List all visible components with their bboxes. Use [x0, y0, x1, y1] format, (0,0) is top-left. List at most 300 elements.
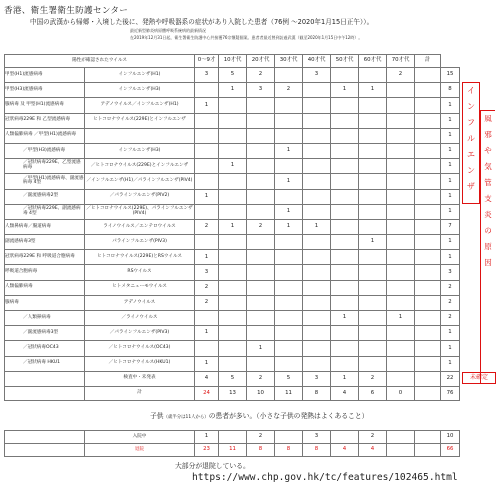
- count-cell: [359, 341, 387, 356]
- count-cell: [275, 341, 303, 356]
- count-cell: [387, 143, 415, 158]
- count-cell: 2: [195, 219, 219, 234]
- count-cell: [275, 265, 303, 280]
- count-cell: [415, 113, 441, 128]
- total-cell: 76: [441, 386, 460, 400]
- count-cell: [331, 356, 359, 371]
- count-cell: [219, 311, 247, 326]
- vertical-char: フ: [467, 118, 475, 127]
- count-cell: 1: [441, 143, 460, 158]
- count-cell: [331, 143, 359, 158]
- count-cell: [359, 311, 387, 326]
- virus-name-zh: ／冠狀病毒OC43: [5, 341, 85, 356]
- count-cell: [303, 311, 331, 326]
- count-cell: 1: [195, 326, 219, 341]
- count-cell: [359, 98, 387, 113]
- count-cell: [387, 265, 415, 280]
- count-cell: [247, 189, 275, 204]
- virus-name-zh: 冠狀病毒229E 和 呼吸道合胞病毒: [5, 250, 85, 265]
- count-cell: [415, 174, 441, 189]
- children-note-rest: の患者が多い。（小さな子供の発熱はよくあること）: [208, 412, 369, 420]
- header-cell: 0～9才: [195, 55, 219, 68]
- count-cell: [415, 159, 441, 174]
- page-subtitle: 中国の武漢から帰郷・入境した後に、発熱や呼吸器系の症状があり入院した患者（76例 ～2020年1月15日正午））。: [30, 18, 374, 26]
- status-count: [387, 431, 415, 444]
- virus-name-zh: ／副流感病毒3型: [5, 326, 85, 341]
- vertical-char: ザ: [467, 182, 475, 191]
- status-row: [5, 444, 460, 457]
- count-cell: 1: [195, 189, 219, 204]
- count-cell: 1: [441, 174, 460, 189]
- virus-name-zh: ／冠狀病毒229E、乙型流感病毒: [5, 159, 85, 174]
- count-cell: [331, 98, 359, 113]
- virus-name-ja: アデノウイルス: [85, 295, 195, 310]
- count-cell: [303, 113, 331, 128]
- count-cell: 2: [441, 280, 460, 295]
- virus-name-ja: ヒトコロナウイルス(229E)とRSウイルス: [85, 250, 195, 265]
- count-cell: [359, 159, 387, 174]
- table-row: [5, 113, 460, 128]
- count-cell: [219, 143, 247, 158]
- count-cell: [275, 356, 303, 371]
- vertical-char: 原: [484, 242, 492, 251]
- table-row: [5, 98, 460, 113]
- virus-name-ja: ／ヒトコロナウイルス(229E)とインフルエンザ: [85, 159, 195, 174]
- count-cell: 1: [441, 356, 460, 371]
- count-cell: 22: [441, 371, 460, 386]
- source-note-1: 最近新型肺炎病原體呼吸系統病的最新情况: [130, 28, 206, 33]
- vertical-char: 気: [484, 162, 492, 171]
- count-cell: 1: [441, 189, 460, 204]
- count-cell: [387, 98, 415, 113]
- table-row: [5, 204, 460, 219]
- children-note-small: （歳半分は11人から）: [163, 415, 209, 420]
- table-row: [5, 280, 460, 295]
- total-cell: 11: [275, 386, 303, 400]
- count-cell: [303, 128, 331, 143]
- count-cell: [303, 189, 331, 204]
- virus-name-zh: ／冠狀病毒 HKU1: [5, 356, 85, 371]
- count-cell: [331, 174, 359, 189]
- virus-name-ja: インフルエンザ(H3): [85, 143, 195, 158]
- count-cell: 2: [247, 371, 275, 386]
- virus-name-zh: 副流感病毒3型: [5, 235, 85, 250]
- virus-name-zh: ／冠狀病毒229E、副流感病毒 4型: [5, 204, 85, 219]
- count-cell: [415, 250, 441, 265]
- count-cell: 2: [195, 280, 219, 295]
- count-cell: [275, 159, 303, 174]
- table-row: [5, 68, 460, 83]
- count-cell: [247, 250, 275, 265]
- count-cell: [219, 356, 247, 371]
- table-row: [5, 265, 460, 280]
- count-cell: [331, 159, 359, 174]
- count-cell: [331, 280, 359, 295]
- status-count: 8: [275, 444, 303, 457]
- count-cell: [247, 98, 275, 113]
- count-cell: [387, 295, 415, 310]
- status-spacer: [5, 444, 85, 457]
- header-cell: 計: [415, 55, 441, 68]
- count-cell: 2: [387, 68, 415, 83]
- count-cell: 1: [441, 341, 460, 356]
- count-cell: [303, 280, 331, 295]
- count-cell: [387, 235, 415, 250]
- virus-name-zh: ／甲型(H1)流感病毒、副流感病毒 4型: [5, 174, 85, 189]
- count-cell: [387, 371, 415, 386]
- count-cell: 5: [219, 68, 247, 83]
- count-cell: [303, 98, 331, 113]
- status-count: [219, 431, 247, 444]
- virus-name-ja: ／インフルエンザ(H1)／パラインフルエンザ(PIV4): [85, 174, 195, 189]
- count-cell: [359, 113, 387, 128]
- count-cell: 2: [441, 295, 460, 310]
- header-cell: 50才代: [331, 55, 359, 68]
- count-cell: 2: [275, 83, 303, 98]
- status-label: 退院: [85, 444, 195, 457]
- count-cell: [219, 341, 247, 356]
- header-cell: 陽性が確認されたウイルス: [5, 55, 195, 68]
- vertical-char: 炎: [484, 210, 492, 219]
- count-cell: [387, 128, 415, 143]
- source-note-2: 在2019年12月31日起，衛生署衛生防護中心共接獲76宗懷疑個案。患者者最近曾到訪過武漢（截至2020年1月15日中午12時）。: [130, 35, 363, 40]
- total-cell: 4: [331, 386, 359, 400]
- status-count: [387, 444, 415, 457]
- count-cell: [387, 219, 415, 234]
- count-cell: 1: [441, 204, 460, 219]
- count-cell: [359, 68, 387, 83]
- status-count: 11: [219, 444, 247, 457]
- count-cell: [359, 174, 387, 189]
- virus-name-ja: RSウイルス: [85, 265, 195, 280]
- virus-name-zh: ／副流感病毒2型: [5, 189, 85, 204]
- count-cell: [387, 189, 415, 204]
- count-cell: [331, 235, 359, 250]
- table-row: [5, 128, 460, 143]
- count-cell: [331, 219, 359, 234]
- count-cell: 1: [219, 83, 247, 98]
- count-cell: [275, 113, 303, 128]
- vertical-char: ル: [467, 134, 475, 143]
- count-cell: 1: [195, 98, 219, 113]
- count-cell: [247, 113, 275, 128]
- count-cell: [415, 98, 441, 113]
- header-cell: 30才代: [275, 55, 303, 68]
- count-cell: 3: [303, 371, 331, 386]
- count-cell: [219, 295, 247, 310]
- virus-name-zh: 甲型(H3)流感病毒: [5, 83, 85, 98]
- table-row: [5, 341, 460, 356]
- virus-name-zh: 人類偏肺病毒: [5, 280, 85, 295]
- table-row: [5, 356, 460, 371]
- count-cell: [195, 341, 219, 356]
- count-cell: [275, 98, 303, 113]
- count-cell: [303, 83, 331, 98]
- count-cell: 1: [331, 371, 359, 386]
- count-cell: [331, 341, 359, 356]
- total-cell: 8: [303, 386, 331, 400]
- vertical-char: ン: [467, 102, 475, 111]
- table-row: [5, 143, 460, 158]
- status-count: 2: [247, 431, 275, 444]
- virus-name-ja: ／パラインフルエンザ(PIV3): [85, 326, 195, 341]
- virus-name-zh: 腺病毒 及 甲型(H1)流感病毒: [5, 98, 85, 113]
- virus-name-ja: アデノウイルス／インフルエンザ(H1): [85, 98, 195, 113]
- count-cell: [219, 189, 247, 204]
- count-cell: [275, 250, 303, 265]
- virus-name-ja: ／ヒトコロナウイルス(HKU1): [85, 356, 195, 371]
- count-cell: 1: [441, 159, 460, 174]
- header-cell: 70才代: [387, 55, 415, 68]
- count-cell: [415, 68, 441, 83]
- count-cell: [303, 143, 331, 158]
- virus-name-ja: ／ライノウイルス: [85, 311, 195, 326]
- count-cell: [303, 356, 331, 371]
- count-cell: 2: [195, 295, 219, 310]
- count-cell: [275, 189, 303, 204]
- count-cell: [331, 204, 359, 219]
- status-spacer: [5, 431, 85, 444]
- count-cell: [219, 326, 247, 341]
- count-cell: [275, 68, 303, 83]
- count-cell: [195, 174, 219, 189]
- status-count: 1: [195, 431, 219, 444]
- status-row: [5, 431, 460, 444]
- count-cell: [415, 371, 441, 386]
- count-cell: 1: [331, 311, 359, 326]
- count-cell: 1: [275, 219, 303, 234]
- count-cell: [415, 341, 441, 356]
- count-cell: [359, 250, 387, 265]
- vertical-char: 邪: [484, 130, 492, 139]
- count-cell: [415, 143, 441, 158]
- status-count: 2: [359, 431, 387, 444]
- count-cell: [359, 265, 387, 280]
- count-cell: [275, 311, 303, 326]
- count-cell: [415, 235, 441, 250]
- count-cell: 1: [359, 83, 387, 98]
- count-cell: [219, 280, 247, 295]
- count-cell: 7: [441, 219, 460, 234]
- count-cell: [303, 326, 331, 341]
- count-cell: [359, 295, 387, 310]
- discharged-note: 大部分が退院している。: [175, 462, 250, 470]
- virus-name-zh: [5, 371, 85, 386]
- count-cell: 1: [219, 159, 247, 174]
- count-cell: [247, 356, 275, 371]
- source-url[interactable]: https://www.chp.gov.hk/tc/features/102465.html: [192, 472, 458, 483]
- count-cell: 8: [441, 83, 460, 98]
- status-count: 8: [247, 444, 275, 457]
- count-cell: [303, 174, 331, 189]
- count-cell: 1: [275, 174, 303, 189]
- count-cell: 1: [441, 113, 460, 128]
- vertical-char: 風: [484, 114, 492, 123]
- status-count: 3: [303, 431, 331, 444]
- count-cell: [247, 128, 275, 143]
- virus-name-ja: ／パラインフルエンザ(PIV2): [85, 189, 195, 204]
- count-cell: 3: [247, 83, 275, 98]
- status-count: 23: [195, 444, 219, 457]
- total-row: [5, 386, 460, 400]
- virus-name-ja: ヒトメタニューモウイルス: [85, 280, 195, 295]
- count-cell: [415, 128, 441, 143]
- header-cell: 60才代: [359, 55, 387, 68]
- table-row: [5, 174, 460, 189]
- count-cell: [303, 204, 331, 219]
- count-cell: [195, 113, 219, 128]
- count-cell: [359, 326, 387, 341]
- virus-name-zh: 人類偏肺病毒 ／甲型(H1)流感病毒: [5, 128, 85, 143]
- status-count: [415, 431, 441, 444]
- count-cell: [275, 280, 303, 295]
- count-cell: [219, 265, 247, 280]
- virus-name-zh: 呼吸道合胞病毒: [5, 265, 85, 280]
- status-count: [415, 444, 441, 457]
- count-cell: [387, 159, 415, 174]
- vertical-char: エ: [467, 150, 475, 159]
- count-cell: 1: [195, 356, 219, 371]
- header-cell: 10才代: [219, 55, 247, 68]
- virus-name-zh: 腺病毒: [5, 295, 85, 310]
- total-cell: 6: [359, 386, 387, 400]
- vertical-char: 因: [484, 258, 492, 267]
- count-cell: [331, 68, 359, 83]
- children-note-main: 子供: [150, 412, 164, 420]
- count-cell: [415, 265, 441, 280]
- vertical-char: や: [484, 146, 492, 155]
- count-cell: [247, 311, 275, 326]
- count-cell: [247, 280, 275, 295]
- vertical-char: の: [484, 226, 492, 235]
- count-cell: 2: [247, 219, 275, 234]
- count-cell: [387, 174, 415, 189]
- virus-name-zh: ／甲型(H3)流感病毒: [5, 143, 85, 158]
- vertical-char: 管: [484, 178, 492, 187]
- count-cell: [415, 295, 441, 310]
- count-cell: 1: [441, 128, 460, 143]
- table-row: [5, 371, 460, 386]
- table-row: [5, 159, 460, 174]
- total-cell: 13: [219, 386, 247, 400]
- count-cell: [219, 204, 247, 219]
- count-cell: 1: [331, 83, 359, 98]
- count-cell: [219, 113, 247, 128]
- unconfirmed-label: 未確定: [462, 372, 496, 384]
- vertical-char: ン: [467, 166, 475, 175]
- count-cell: [387, 341, 415, 356]
- count-cell: [331, 189, 359, 204]
- virus-table: [4, 54, 460, 401]
- count-cell: [415, 311, 441, 326]
- total-label: 計: [85, 386, 195, 400]
- virus-name-ja: 検査中・未発表: [85, 371, 195, 386]
- count-cell: [387, 326, 415, 341]
- table-row: [5, 326, 460, 341]
- table-row: [5, 219, 460, 234]
- total-spacer: [5, 386, 85, 400]
- count-cell: 1: [275, 143, 303, 158]
- count-cell: [331, 295, 359, 310]
- count-cell: [275, 295, 303, 310]
- virus-name-zh: ／人類鼻病毒: [5, 311, 85, 326]
- count-cell: 2: [247, 68, 275, 83]
- count-cell: [219, 128, 247, 143]
- count-cell: [415, 219, 441, 234]
- count-cell: [247, 174, 275, 189]
- count-cell: 5: [275, 371, 303, 386]
- count-cell: [331, 128, 359, 143]
- count-cell: [195, 143, 219, 158]
- count-cell: 3: [303, 68, 331, 83]
- status-table: [4, 430, 460, 457]
- count-cell: [387, 113, 415, 128]
- count-cell: 4: [195, 371, 219, 386]
- count-cell: [303, 250, 331, 265]
- count-cell: [195, 128, 219, 143]
- vertical-char: 支: [484, 194, 492, 203]
- header-cell: 20才代: [247, 55, 275, 68]
- count-cell: 5: [219, 371, 247, 386]
- table-header-row: [5, 55, 460, 68]
- count-cell: [387, 250, 415, 265]
- status-count: [331, 431, 359, 444]
- count-cell: 1: [441, 98, 460, 113]
- count-cell: [247, 159, 275, 174]
- status-count: 66: [441, 444, 460, 457]
- count-cell: [415, 204, 441, 219]
- status-label: 入院中: [85, 431, 195, 444]
- count-cell: [415, 326, 441, 341]
- count-cell: [415, 280, 441, 295]
- table-row: [5, 311, 460, 326]
- count-cell: 1: [441, 250, 460, 265]
- table-row: [5, 235, 460, 250]
- total-cell: 24: [195, 386, 219, 400]
- count-cell: [303, 159, 331, 174]
- count-cell: [247, 295, 275, 310]
- count-cell: 1: [441, 326, 460, 341]
- count-cell: [359, 143, 387, 158]
- count-cell: 3: [195, 68, 219, 83]
- count-cell: [359, 280, 387, 295]
- total-cell: 10: [247, 386, 275, 400]
- count-cell: 1: [359, 235, 387, 250]
- virus-name-ja: パラインフルエンザ(PIV3): [85, 235, 195, 250]
- page-title: 香港、衛生署衛生防護センター: [4, 6, 129, 16]
- count-cell: [359, 356, 387, 371]
- count-cell: 1: [275, 204, 303, 219]
- count-cell: 1: [387, 311, 415, 326]
- count-cell: [195, 235, 219, 250]
- virus-name-ja: インフルエンザ(H1): [85, 68, 195, 83]
- count-cell: [247, 326, 275, 341]
- table-row: [5, 250, 460, 265]
- virus-name-ja: ／ヒトコロナウイルス(229E)、パラインフルエンザ(PIV4): [85, 204, 195, 219]
- count-cell: [415, 83, 441, 98]
- virus-name-zh: 甲型(H1)流感病毒: [5, 68, 85, 83]
- header-cell: 40才代: [303, 55, 331, 68]
- count-cell: [275, 326, 303, 341]
- table-row: [5, 295, 460, 310]
- virus-name-zh: 人類鼻病毒／腸道病毒: [5, 219, 85, 234]
- count-cell: 1: [195, 250, 219, 265]
- total-cell: 0: [387, 386, 415, 400]
- table-row: [5, 189, 460, 204]
- count-cell: 1: [303, 219, 331, 234]
- count-cell: [247, 204, 275, 219]
- children-note: [150, 410, 368, 420]
